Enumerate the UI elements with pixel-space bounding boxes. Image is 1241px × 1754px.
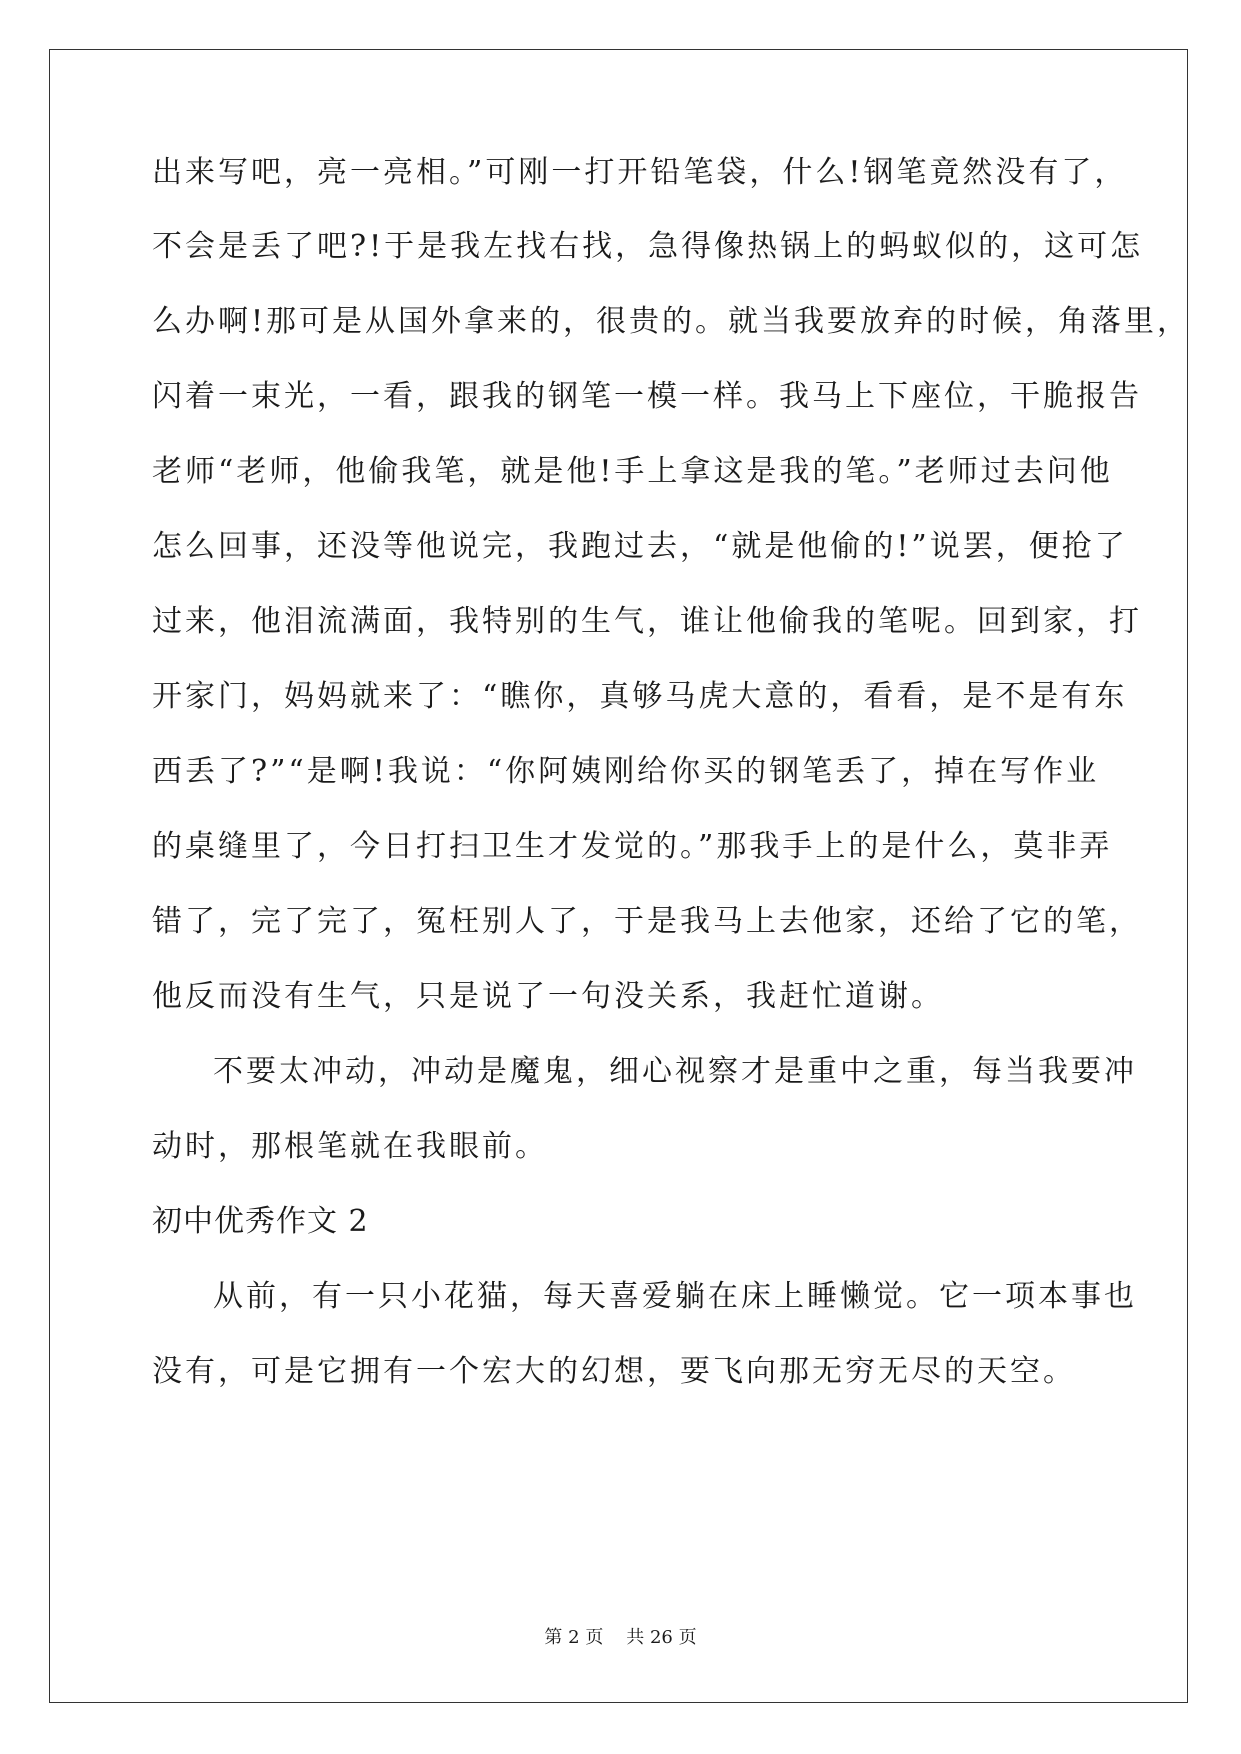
section-heading: 初中优秀作文 2 <box>152 1204 369 1239</box>
paragraph-line: 开家门，妈妈就来了：“瞧你，真够马虎大意的，看看，是不是有东 <box>152 679 1128 714</box>
paragraph-line: 不会是丢了吧?!于是我左找右找，急得像热锅上的蚂蚁似的，这可怎 <box>152 229 1144 264</box>
paragraph-line: 闪着一束光，一看，跟我的钢笔一模一样。我马上下座位，干脆报告 <box>152 379 1142 414</box>
paragraph-line: 从前，有一只小花猫，每天喜爱躺在床上睡懒觉。它一项本事也 <box>213 1279 1137 1314</box>
paragraph-line: 的桌缝里了，今日打扫卫生才发觉的。”那我手上的是什么，莫非弄 <box>152 829 1113 864</box>
paragraph-line: 动时，那根笔就在我眼前。 <box>152 1129 548 1164</box>
paragraph-line: 老师“老师，他偷我笔，就是他!手上拿这是我的笔。”老师过去问他 <box>152 454 1113 489</box>
page-footer <box>0 1626 1241 1650</box>
paragraph-line: 过来，他泪流满面，我特别的生气，谁让他偷我的笔呢。回到家，打 <box>152 604 1142 639</box>
paragraph-line: 西丢了?”“是啊!我说：“你阿姨刚给你买的钢笔丢了，掉在写作业 <box>152 754 1100 789</box>
paragraph-line: 出来写吧，亮一亮相。”可刚一打开铅笔袋，什么!钢笔竟然没有了， <box>152 155 1128 190</box>
paragraph-line: 错了，完了完了，冤枉别人了，于是我马上去他家，还给了它的笔， <box>152 904 1142 939</box>
paragraph-line: 他反而没有生气，只是说了一句没关系，我赶忙道谢。 <box>152 979 944 1014</box>
paragraph-line: 不要太冲动，冲动是魔鬼，细心视察才是重中之重，每当我要冲 <box>213 1054 1137 1089</box>
paragraph-line: 没有，可是它拥有一个宏大的幻想，要飞向那无穷无尽的天空。 <box>152 1354 1076 1389</box>
page-border <box>49 49 1191 1703</box>
page-number: 第 2 页 <box>544 1627 604 1648</box>
paragraph-line: 么办啊!那可是从国外拿来的，很贵的。就当我要放弃的时候，角落里， <box>152 304 1191 339</box>
page-total: 共 26 页 <box>626 1627 697 1648</box>
paragraph-line: 怎么回事，还没等他说完，我跑过去，“就是他偷的!”说罢，便抢了 <box>152 529 1128 564</box>
